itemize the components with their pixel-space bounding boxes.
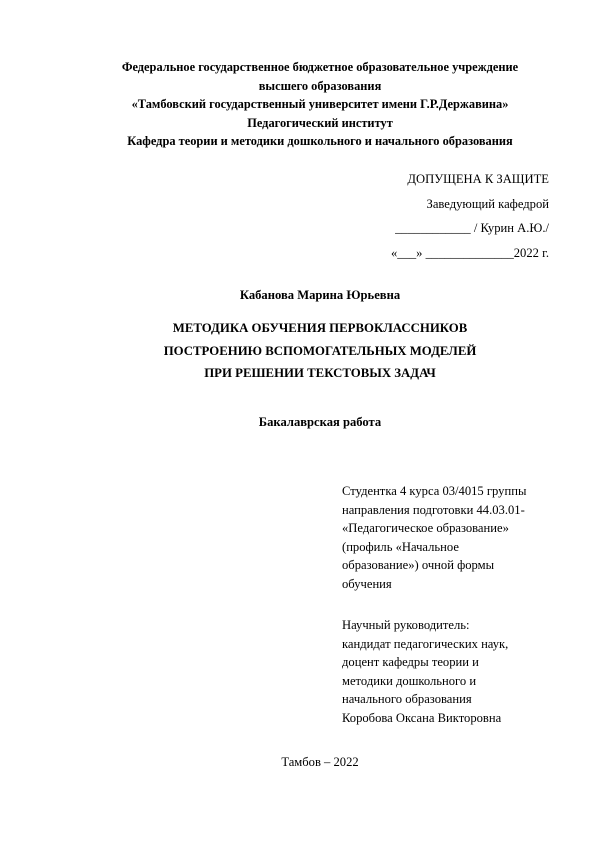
- supervisor-line: Коробова Оксана Викторовна: [342, 710, 502, 725]
- institution-header: [60, 58, 580, 151]
- title-line: ПОСТРОЕНИЮ ВСПОМОГАТЕЛЬНЫХ МОДЕЛЕЙ: [163, 343, 477, 358]
- approval-line: ДОПУЩЕНА К ЗАЩИТЕ: [407, 172, 549, 186]
- supervisor-line: начального образования: [342, 692, 472, 707]
- header-line: Кафедра теории и методики дошкольного и начального образования: [127, 134, 513, 149]
- supervisor-line: Научный руководитель:: [342, 618, 470, 632]
- author-name: Кабанова Марина Юрьевна: [239, 288, 401, 302]
- student-line: образование») очной формы: [342, 558, 495, 573]
- student-line: «Педагогическое образование»: [342, 521, 509, 536]
- title-line: МЕТОДИКА ОБУЧЕНИЯ ПЕРВОКЛАССНИКОВ: [172, 321, 468, 335]
- approval-line: «___» ______________2022 г.: [390, 245, 549, 260]
- header-line: Педагогический институт: [247, 115, 393, 130]
- header-line: «Тамбовский государственный университет имени Г.Р.Державина»: [131, 97, 509, 112]
- work-type: Бакалаврская работа: [258, 415, 382, 429]
- supervisor-line: методики дошкольного и: [342, 673, 477, 688]
- student-line: направления подготовки 44.03.01-: [342, 502, 525, 517]
- title-line: ПРИ РЕШЕНИИ ТЕКСТОВЫХ ЗАДАЧ: [204, 366, 436, 380]
- thesis-title: [0, 317, 595, 385]
- city-year: Тамбов – 2022: [281, 755, 359, 769]
- header-line: Федеральное государственное бюджетное образовательное учреждение: [121, 60, 519, 74]
- approval-block: [391, 167, 549, 265]
- supervisor-info: [342, 616, 572, 728]
- header-line: высшего образования: [258, 78, 382, 93]
- student-line: (профиль «Начальное: [342, 539, 459, 554]
- student-line: Студентка 4 курса 03/4015 группы: [342, 484, 527, 498]
- student-line: обучения: [342, 576, 392, 591]
- approval-line: Заведующий кафедрой: [426, 196, 549, 211]
- supervisor-line: доцент кафедры теории и: [342, 655, 479, 670]
- supervisor-line: кандидат педагогических наук,: [342, 636, 509, 651]
- approval-line: ____________ / Курин А.Ю./: [395, 221, 549, 235]
- student-info: [342, 482, 572, 594]
